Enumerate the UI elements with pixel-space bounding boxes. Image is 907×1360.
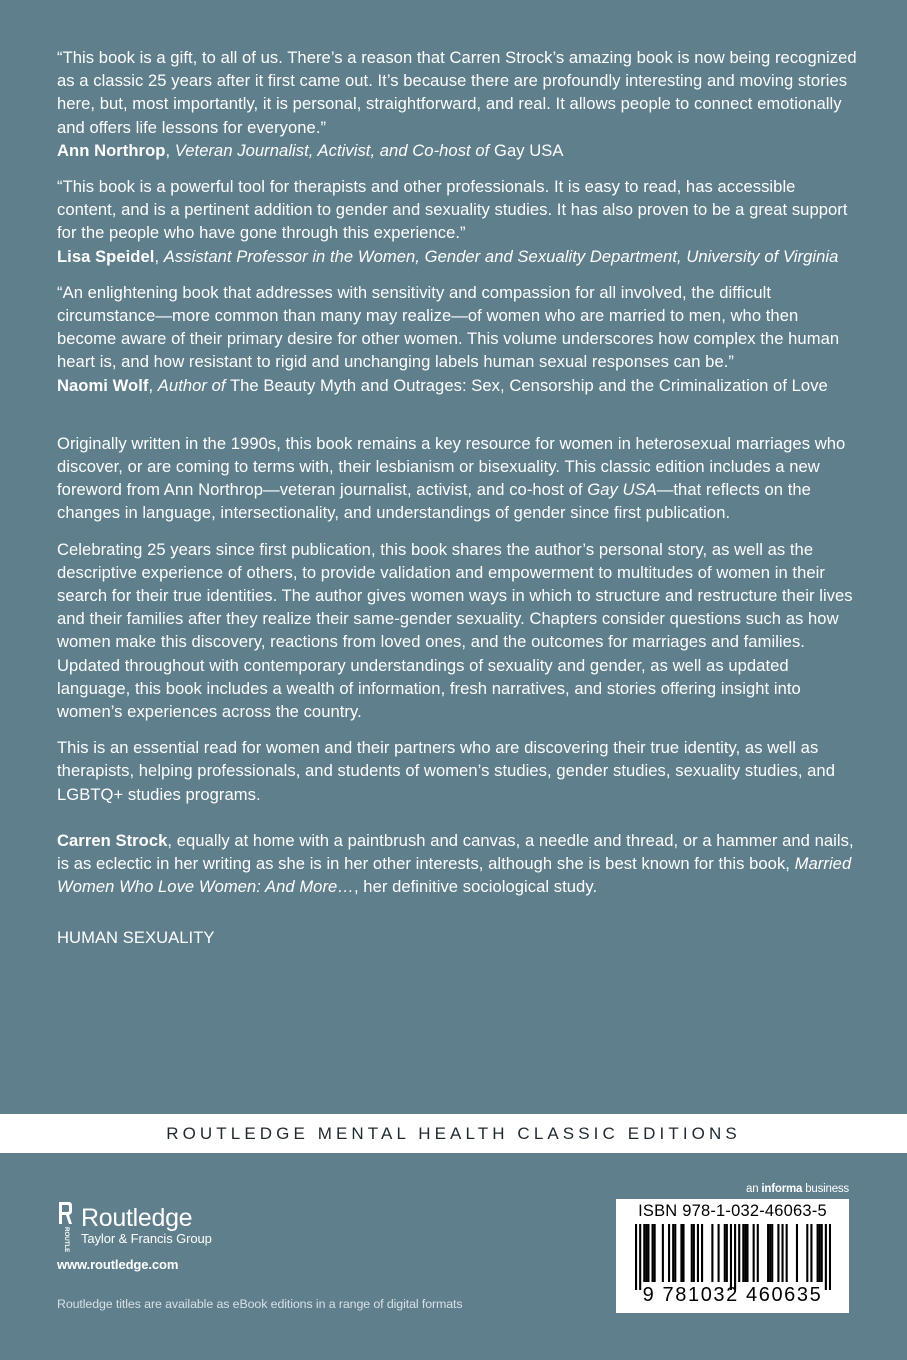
endorser-role: Author of [157, 375, 226, 395]
endorsement-2-attribution: Lisa Speidel, Assistant Professor in the Women, Gender and Sexuality Department, University of Virginia [57, 246, 839, 266]
publisher-group: Taylor & Francis Group [81, 1231, 212, 1246]
subject-category: HUMAN SEXUALITY [57, 927, 215, 947]
endorsement-1 [57, 46, 857, 162]
barcode-bar [645, 1224, 647, 1282]
endorsement-1-text: “This book is a gift, to all of us. There’s a reason that Carren Strock’s amazing book is now being recognized as a classic 25 years after it first came out. It’s because there are profoundly interesting and moving stories here, but, most importantly, it is personal, straightforward, and real. It allows people to connect emotionally and offers life lessons for everyone.” [57, 48, 857, 137]
barcode-bar [796, 1224, 798, 1282]
barcode-bar [652, 1224, 654, 1282]
barcode-bar [662, 1224, 664, 1282]
barcode-bar [643, 1224, 645, 1282]
barcode-bar [639, 1224, 641, 1290]
series-band: ROUTLEDGE MENTAL HEALTH CLASSIC EDITIONS [0, 1114, 907, 1153]
endorser-name: Ann Northrop [57, 140, 166, 160]
barcode-bar [738, 1224, 740, 1282]
barcode-bar [771, 1224, 773, 1282]
publisher-url[interactable]: www.routledge.com [57, 1257, 179, 1272]
author-name: Carren Strock [57, 830, 168, 850]
barcode-bar [672, 1224, 674, 1282]
barcode-bar [711, 1224, 713, 1282]
barcode-bar [777, 1224, 779, 1282]
ebook-note: Routledge titles are available as eBook editions in a range of digital formats [57, 1297, 463, 1311]
endorser-role-title: Gay USA [494, 140, 564, 160]
barcode-bar [726, 1224, 728, 1282]
barcode-bar [819, 1224, 821, 1282]
barcode-bar [744, 1224, 746, 1282]
show-title: Gay USA [587, 480, 657, 500]
barcode-bar [691, 1224, 693, 1282]
barcode-bar [806, 1224, 808, 1282]
endorsement-3-text: “An enlightening book that addresses with sensitivity and compassion for all involved, the difficult circumstance—more common than many may realize—of women who are married to men, who then become aware of their primary desire for other women. This volume underscores how complex the human heart is, and how resistant to rigid and unchanging labels human sexual responses can be.” [57, 282, 840, 372]
barcode-bar [730, 1224, 732, 1290]
barcode-box [616, 1199, 849, 1313]
endorser-name: Naomi Wolf [57, 375, 149, 395]
back-cover-text [57, 46, 857, 949]
barcode-bar [742, 1224, 744, 1282]
barcode-bar [767, 1224, 769, 1282]
barcode-bar [635, 1224, 637, 1290]
barcode-bar [682, 1224, 684, 1282]
barcode-bar [674, 1224, 676, 1282]
barcode-bar [781, 1224, 783, 1282]
barcode-bar [817, 1224, 819, 1282]
barcode-bar [654, 1224, 656, 1282]
endorsement-2-text: “This book is a powerful tool for therapists and other professionals. It is easy to read, has accessible content, and is a pertinent addition to gender and sexuality studies. It has also proven to be a great support for the people who have gone through this experience.” [57, 177, 848, 243]
description-paragraph-2: Celebrating 25 years since first publication, this book shares the author’s personal story, as well as the descriptive experience of others, to provide validation and empowerment to multitudes of women in their search for their true identities. The author gives women ways in which to structure and restructure their lives and their families after they realize their same-gender sexuality. Chapters consider questions such as how women make this discovery, reactions from loved ones, and the outcomes for marriages and families. Updated throughout with contemporary understandings of sexuality and gender, as well as updated language, this book includes a wealth of information, fresh narratives, and stories offering insight into women’s experiences across the country. [57, 539, 853, 722]
barcode-bar [786, 1224, 788, 1282]
description-paragraph-3: This is an essential read for women and their partners who are discovering their true identity, as well as therapists, helping professionals, and students of women’s studies, gender studies, sexuality studies, and LGBTQ+ studies programs. [57, 738, 835, 804]
ean-digits: 9 781032 460635 [642, 1284, 823, 1306]
barcode-bar [724, 1224, 726, 1282]
book-title: Married Women Who Love Women: And More… [57, 854, 852, 897]
publisher-logo [57, 1198, 212, 1254]
barcode-bar [746, 1224, 748, 1282]
barcode-bar [693, 1224, 695, 1282]
informa-business-tag: an informa business [746, 1183, 849, 1195]
barcode-bar [821, 1224, 823, 1282]
routledge-r-icon [57, 1200, 73, 1252]
endorser-role: Assistant Professor in the Women, Gender and Sexuality Department, University of Virginia [163, 246, 839, 266]
barcode-bar [753, 1224, 755, 1282]
logo-vertical-text: ROUTLEDGE [63, 1227, 70, 1252]
endorsement-3 [57, 281, 857, 397]
endorser-role-title: The Beauty Myth and Outrages: Sex, Censorship and the Criminalization of Love [229, 375, 828, 395]
barcode-bar [810, 1224, 812, 1282]
publisher-name: Routledge [81, 1204, 193, 1232]
description-paragraph-1: Originally written in the 1990s, this book remains a key resource for women in heterosexual marriages who discover, or are coming to terms with, their lesbianism or bisexuality. This classic edition includes a new foreword from Ann Northrop—veteran journalist, activist, and co-host of Gay USA—that reflects on the changes in language, intersectionality, and understandings of gender since first publication. [57, 433, 846, 523]
barcode-bar [734, 1224, 736, 1290]
endorsement-2 [57, 175, 857, 268]
barcode-bar [757, 1224, 759, 1282]
barcode-bar [697, 1224, 699, 1282]
endorser-name: Lisa Speidel [57, 246, 155, 266]
endorsement-1-attribution: Ann Northrop, Veteran Journalist, Activist, and Co-host of Gay USA [57, 140, 564, 160]
barcode-bar [701, 1224, 703, 1282]
barcode-bar [829, 1224, 831, 1290]
author-bio: Carren Strock, equally at home with a paintbrush and canvas, a needle and thread, or a hammer and nails, is as eclectic in her writing as she is in her other interests, although she is best known for this book, Married Women Who Love Women: And More…, her definitive sociological study. [57, 830, 854, 897]
barcode-bar [718, 1224, 720, 1282]
barcode-bar [680, 1224, 682, 1282]
barcode-bar [668, 1224, 670, 1282]
barcode-bar [647, 1224, 649, 1282]
isbn-label: ISBN 978-1-032-46063-5 [638, 1202, 827, 1220]
barcode-bar [825, 1224, 827, 1290]
endorser-role: Veteran Journalist, Activist, and Co-host of [174, 140, 490, 160]
endorsement-3-attribution: Naomi Wolf, Author of The Beauty Myth and Outrages: Sex, Censorship and the Criminalization of Love [57, 375, 828, 395]
barcode-bar [769, 1224, 771, 1282]
